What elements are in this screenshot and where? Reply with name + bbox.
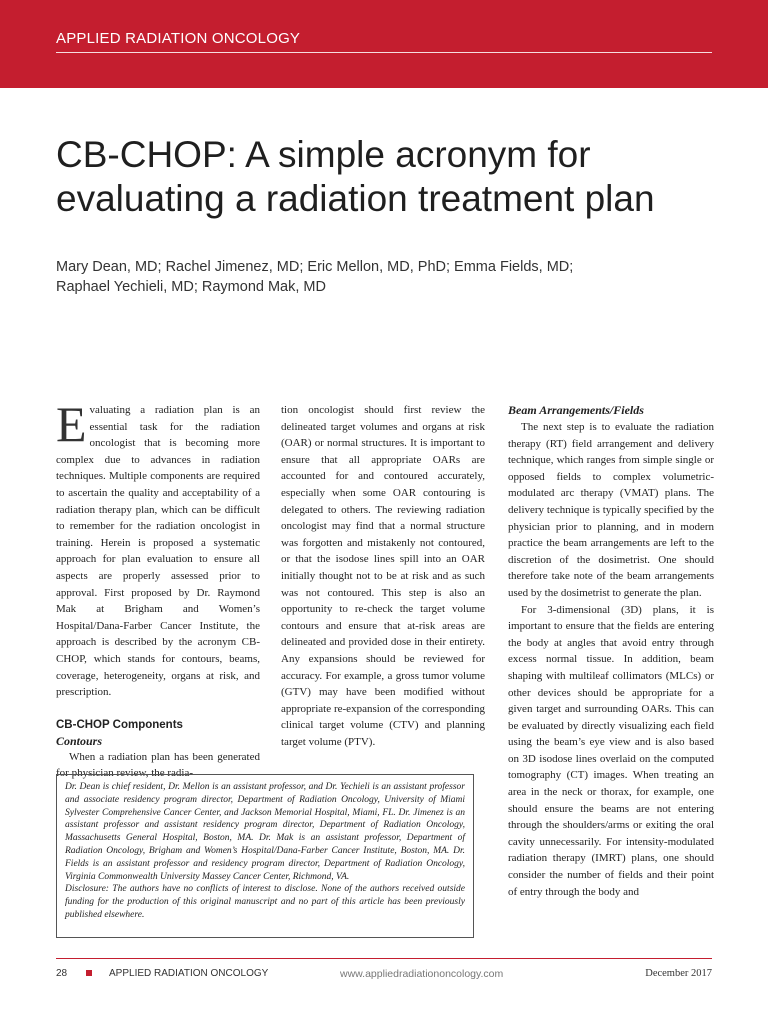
author-list bbox=[56, 257, 736, 297]
page-footer bbox=[56, 968, 712, 984]
journal-name: APPLIED RADIATION ONCOLOGY bbox=[56, 30, 301, 47]
column-2 bbox=[281, 402, 485, 750]
affiliations-note: Dr. Dean is chief resident, Dr. Mellon is an assistant professor, and Dr. Yechieli is an assistant professor and associate residency program director, Department of Radiation Oncology, University of Miami Sylvester Comprehensive Cancer Center, and Jackson Memorial Hospital, Miami, FL. Dr. Jimenez is an assistant professor and assistant residency program director, Department of Radiation Oncology, Massachusetts General Hospital, Boston, MA. Dr. Mak is an assistant professor, Department of Radiation Oncology, Brigham and Women’s Hospital/Dana-Farber Cancer Institute, Boston, MA. Dr. Fields is an assistant professor and residency program director, Department of Radiation Oncology, Virginia Commonwealth University Massey Cancer Center, Richmond, VA. bbox=[65, 782, 465, 882]
abstract-text: valuating a radiation plan is an essential task for the radiation oncologist that is becoming more complex due to advances in radiation techniques. Multiple components are required to ascertain the quality and acceptability of a radiation therapy plan, which can be difficult to remember for the radiation oncologist in training. Herein is proposed a systematic approach for plan evaluation to ensure all aspects are properly assessed prior to approval. First proposed by Dr. Raymond Mak at Brigham and Women’s Hospital/Dana-Farber Cancer Institute, the approach is described by the acronym CB-CHOP, which stands for contours, beams, coverage, heterogeneity, organs at risk, and prescription. bbox=[56, 404, 260, 699]
footer-square-icon bbox=[86, 970, 92, 976]
column-3 bbox=[508, 402, 714, 900]
footer-rule bbox=[56, 958, 712, 959]
journal-url: www.appliedradiationoncology.com bbox=[340, 968, 504, 980]
body-paragraph: When a radiation plan has been generated for physician review, the radia- bbox=[56, 750, 260, 780]
subheading-beams: Beam Arrangements/Fields bbox=[508, 403, 644, 417]
authors-line-1: Mary Dean, MD; Rachel Jimenez, MD; Eric Mellon, MD, PhD; Emma Fields, MD; bbox=[56, 259, 574, 275]
title-line-1: CB-CHOP: A simple acronym for bbox=[56, 134, 591, 175]
subheading-contours: Contours bbox=[56, 733, 103, 748]
disclosure-note: Disclosure: The authors have no conflicts of interest to disclose. None of the authors received outside funding for the production of this original manuscript and no part of this article has been previously published elsewhere. bbox=[65, 884, 465, 920]
authors-line-2: Raphael Yechieli, MD; Raymond Mak, MD bbox=[56, 279, 326, 295]
issue-date: December 2017 bbox=[645, 968, 712, 979]
column-1 bbox=[56, 396, 260, 782]
footer-journal: APPLIED RADIATION ONCOLOGY bbox=[109, 968, 269, 979]
page-number: 28 bbox=[56, 968, 68, 979]
body-paragraph: The next step is to evaluate the radiation therapy (RT) field arrangement and delivery technique, which ranges from simple single or opposed fields to complex volumetric-modulated arc therapy (VMAT) plans. The delivery technique is typically specified by the physician prior to planning, and in modern practice the beam arrangements are left to the discretion of the dosimetrist. One should therefore take note of the beam arrangements used by the dosimetrist to generate the plan. bbox=[508, 421, 714, 599]
author-notes-box bbox=[56, 774, 474, 938]
body-paragraph: tion oncologist should first review the delineated target volumes and organs at risk (OAR) or normal structures. It is important to ensure that all appropriate OARs are accounted for and contoured accurately, especially when some OAR contouring is delegated to others. The reviewing radiation oncologist may find that a normal structure was forgotten and mistakenly not contoured, or that the isodose lines spill into an OAR initially thought not to be at risk and as such was not contoured. This step is also an opportunity to re-check the target volume contours and ensure that at-risk areas are delineated and provided dose in their entirety. Any expansions should be reviewed for accuracy. For example, a gross tumor volume (GTV) may have been modified without appropriate re-expansion of the corresponding clinical target volume (CTV) and planning target volume (PTV). bbox=[281, 404, 485, 748]
title-line-2: evaluating a radiation treatment plan bbox=[56, 178, 655, 219]
abstract-paragraph bbox=[56, 396, 260, 701]
banner-rule bbox=[56, 52, 712, 53]
section-heading: CB-CHOP Components bbox=[56, 718, 183, 731]
article-title bbox=[56, 133, 736, 221]
body-paragraph: For 3-dimensional (3D) plans, it is important to ensure that the fields are entering the body at angles that avoid entry through excess normal tissue. In addition, beam shaping with multileaf collimators (MLCs) or other devices should be appropriate for a given target and surrounding OARs. This can be evaluated by directly visualizing each field using the beam’s eye view and is also based on 3D isodose lines overlaid on the computed tomography (CT) images. When treating an area in the neck or thorax, for example, one should ensure the beams are not entering through the shoulders/arms or exiting the oral cavity unnecessarily. For intensity-modulated radiation therapy (IMRT) plans, one should consider the number of fields and their point of entry through the body and bbox=[508, 603, 714, 898]
drop-cap: E bbox=[56, 396, 87, 452]
journal-banner bbox=[0, 0, 768, 88]
